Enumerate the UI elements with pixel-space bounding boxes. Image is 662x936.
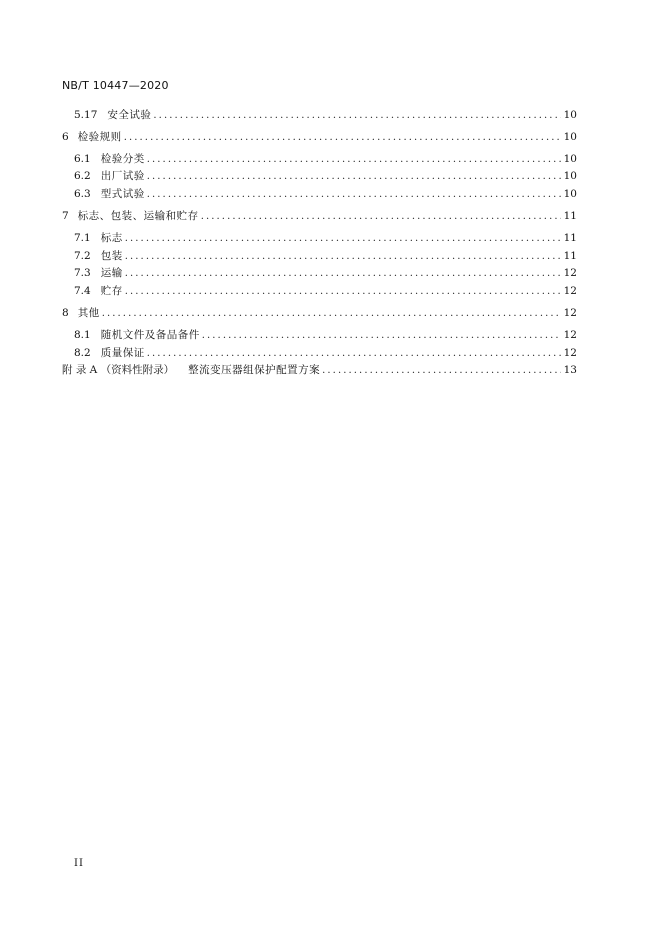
toc-number: 7.4 <box>74 285 91 298</box>
page-number: II <box>74 858 84 869</box>
toc-title: 其他 <box>77 306 100 319</box>
toc-leader-dots <box>147 168 561 186</box>
toc-title: 贮存 <box>100 285 123 298</box>
toc-title: 安全试验 <box>107 109 152 121</box>
toc-number: 8.2 <box>74 346 91 359</box>
toc-number: 7.2 <box>74 249 91 262</box>
toc-number: 7.3 <box>74 267 91 280</box>
toc-number: 7.1 <box>74 231 91 244</box>
toc-title: 质量保证 <box>100 346 145 359</box>
toc-page: 12 <box>563 328 577 341</box>
toc-number: 5.17 <box>74 109 98 121</box>
toc-page: 10 <box>563 152 577 165</box>
toc-entry-7-2[interactable] <box>62 248 577 266</box>
toc-entry-7-1[interactable] <box>62 230 577 248</box>
toc-number: 8 <box>62 306 69 319</box>
toc-title: 检验规则 <box>77 130 122 143</box>
toc-title: 检验分类 <box>100 152 145 165</box>
toc-leader-dots <box>147 151 561 169</box>
toc-leader-dots <box>102 305 561 323</box>
toc-leader-dots <box>201 208 561 226</box>
toc-entry-6-1[interactable] <box>62 151 577 169</box>
toc-number: 7 <box>62 209 69 222</box>
toc-entry-appendix-a[interactable] <box>62 362 577 380</box>
toc-leader-dots <box>322 362 561 380</box>
toc-entry-8-2[interactable] <box>62 345 577 363</box>
toc-leader-dots <box>125 248 561 266</box>
table-of-contents <box>62 107 577 380</box>
toc-entry-7-4[interactable] <box>62 283 577 301</box>
toc-entry-7-3[interactable] <box>62 265 577 283</box>
toc-entry-6-3[interactable] <box>62 186 577 204</box>
toc-page: 13 <box>563 364 577 377</box>
toc-page: 11 <box>563 249 577 262</box>
toc-title: 出厂试验 <box>100 170 145 183</box>
toc-page: 11 <box>563 231 577 244</box>
toc-title: 标志、包装、运输和贮存 <box>77 209 199 222</box>
toc-entry-5-17[interactable] <box>62 107 577 125</box>
standard-code: NB/T 10447—2020 <box>62 79 169 92</box>
toc-leader-dots <box>202 327 561 345</box>
toc-number: 8.1 <box>74 328 91 341</box>
toc-number: 6.2 <box>74 170 91 183</box>
toc-page: 12 <box>563 285 577 298</box>
toc-title: 运输 <box>100 267 123 280</box>
toc-page: 12 <box>563 306 577 319</box>
toc-page: 10 <box>563 170 577 183</box>
toc-page: 10 <box>563 188 577 201</box>
toc-leader-dots <box>147 186 561 204</box>
toc-page: 11 <box>563 209 577 222</box>
toc-leader-dots <box>147 345 561 363</box>
toc-entry-8-1[interactable] <box>62 327 577 345</box>
toc-leader-dots <box>153 107 560 125</box>
toc-leader-dots <box>125 265 561 283</box>
toc-page: 10 <box>563 130 577 143</box>
toc-title: 整流变压器组保护配置方案 <box>188 364 321 377</box>
toc-title: 标志 <box>100 231 123 244</box>
toc-number: 6.3 <box>74 188 91 201</box>
toc-leader-dots <box>125 230 561 248</box>
toc-title: 包装 <box>100 249 123 262</box>
toc-title: 随机文件及备品备件 <box>100 328 200 341</box>
toc-leader-dots <box>124 129 561 147</box>
toc-title: 型式试验 <box>100 188 145 201</box>
toc-page: 10 <box>563 109 577 121</box>
toc-page: 12 <box>563 267 577 280</box>
toc-entry-6[interactable] <box>62 129 577 147</box>
toc-leader-dots <box>125 283 561 301</box>
toc-page: 12 <box>563 346 577 359</box>
toc-entry-8[interactable] <box>62 305 577 323</box>
toc-number: 6 <box>62 130 69 143</box>
toc-entry-6-2[interactable] <box>62 168 577 186</box>
toc-entry-7[interactable] <box>62 208 577 226</box>
toc-number: 6.1 <box>74 152 91 165</box>
toc-number: 附 录 A （资料性附录） <box>62 364 175 377</box>
